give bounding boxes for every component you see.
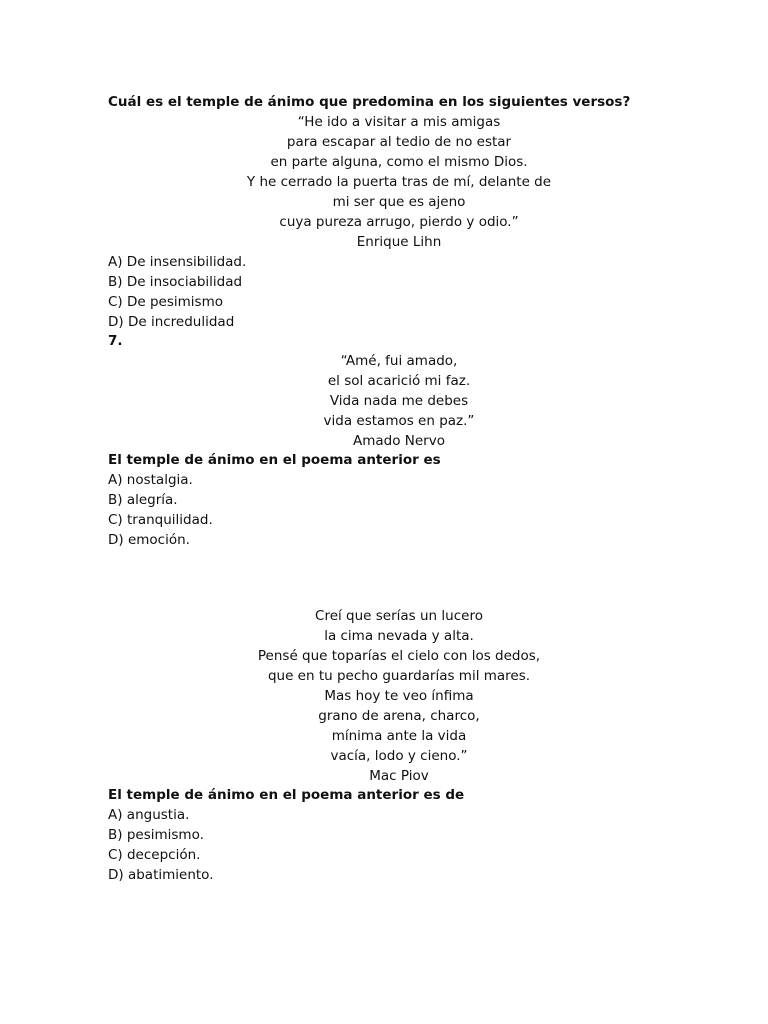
poem-2-line: vida estamos en paz.” [323, 413, 475, 429]
poem-3-line: que en tu pecho guardarías mil mares. [267, 668, 531, 684]
question-1-option-d: D) De incredulidad [108, 314, 235, 330]
question-2-option-a: A) nostalgia. [108, 472, 193, 488]
poem-1-line: “He ido a visitar a mis amigas [297, 114, 501, 130]
poem-3-line: Mas hoy te veo ínfima [324, 688, 474, 704]
poem-2-line: Vida nada me debes [329, 393, 469, 409]
question-3-option-a: A) angustia. [108, 807, 190, 823]
poem-2-line: el sol acarició mi faz. [327, 373, 471, 389]
question-2-prompt: El temple de ánimo en el poema anterior es [108, 452, 441, 468]
poem-1-line: para escapar al tedio de no estar [286, 134, 512, 150]
question-2-option-d: D) emoción. [108, 532, 190, 548]
question-2-option-b: B) alegría. [108, 492, 178, 508]
question-2-number: 7. [108, 333, 123, 349]
question-1-option-a: A) De insensibilidad. [108, 254, 247, 270]
poem-1-line: Y he cerrado la puerta tras de mí, delante de [246, 174, 552, 190]
poem-1-author: Enrique Lihn [356, 234, 442, 250]
question-1-option-c: C) De pesimismo [108, 294, 223, 310]
question-3-option-c: C) decepción. [108, 847, 201, 863]
question-1-prompt: Cuál es el temple de ánimo que predomina en los siguientes versos? [108, 94, 631, 110]
question-2-option-c: C) tranquilidad. [108, 512, 213, 528]
poem-3-line: la cima nevada y alta. [324, 628, 474, 644]
question-3-prompt: El temple de ánimo en el poema anterior es de [108, 787, 465, 803]
poem-3-line: grano de arena, charco, [318, 708, 480, 724]
poem-2-line: “Amé, fui amado, [340, 353, 458, 369]
poem-3-line: vacía, lodo y cieno.” [330, 748, 468, 764]
poem-1-line: mi ser que es ajeno [332, 194, 466, 210]
question-3-option-b: B) pesimismo. [108, 827, 204, 843]
poem-3-line: Pensé que toparías el cielo con los dedos, [257, 648, 541, 664]
poem-3-line: mínima ante la vida [331, 728, 467, 744]
poem-3-author: Mac Piov [369, 768, 429, 784]
question-3-option-d: D) abatimiento. [108, 867, 214, 883]
poem-1-line: cuya pureza arrugo, pierdo y odio.” [279, 214, 519, 230]
poem-3-line: Creí que serías un lucero [315, 608, 483, 624]
poem-2-author: Amado Nervo [353, 433, 445, 449]
question-1-option-b: B) De insociabilidad [108, 274, 243, 290]
poem-1-line: en parte alguna, como el mismo Dios. [270, 154, 528, 170]
